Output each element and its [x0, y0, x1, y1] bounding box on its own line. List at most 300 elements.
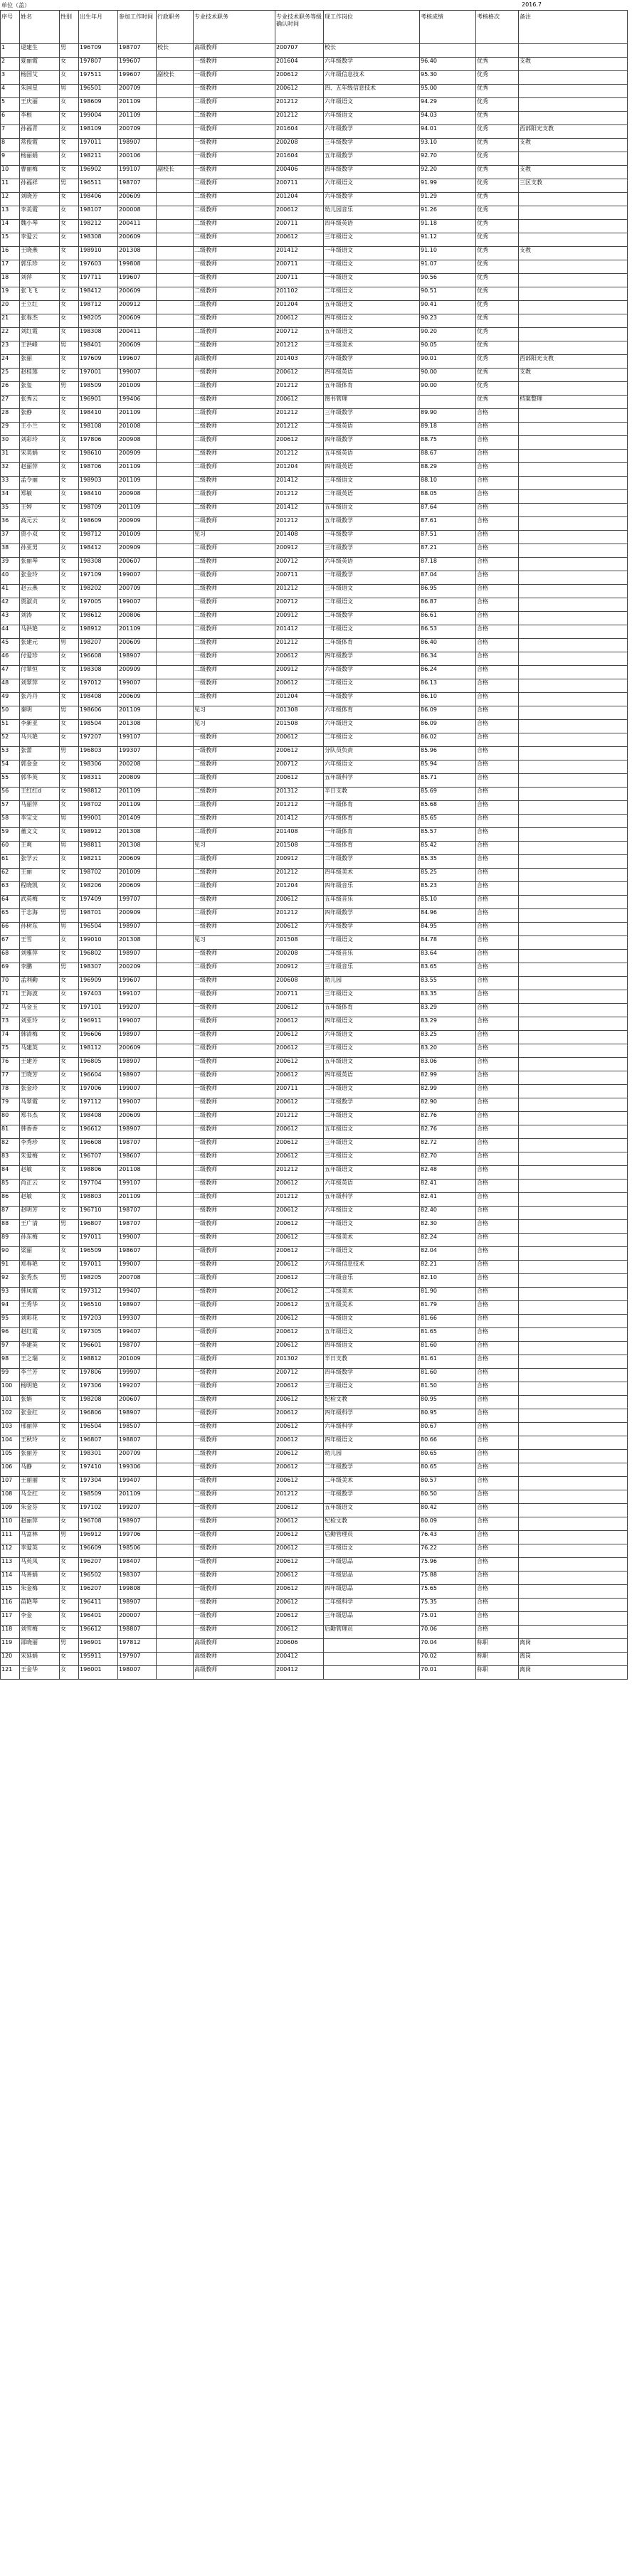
cell-position: 六年级语文 [324, 179, 420, 193]
cell-birth: 198205 [79, 1274, 118, 1288]
cell-index: 40 [1, 571, 20, 585]
cell-position: 校长 [324, 44, 420, 58]
cell-work-start: 198907 [118, 1409, 157, 1423]
cell-title: 一级教师 [194, 1328, 275, 1342]
cell-score: 95.30 [420, 71, 476, 85]
cell-birth: 196510 [79, 1301, 118, 1315]
cell-title: 二级教师 [194, 112, 275, 125]
cell-name: 赵丽萍 [20, 1517, 60, 1531]
cell-grade: 合格 [476, 1098, 519, 1112]
cell-note [519, 625, 628, 639]
cell-admin-post [157, 774, 194, 788]
cell-birth: 198107 [79, 206, 118, 220]
cell-position: 二年级语文 [324, 679, 420, 693]
cell-work-start: 201109 [118, 1490, 157, 1504]
table-row [1, 490, 628, 504]
cell-title: 二级教师 [194, 625, 275, 639]
cell-birth: 197203 [79, 1315, 118, 1328]
cell-birth: 198308 [79, 558, 118, 571]
cell-title-date: 200612 [275, 1301, 324, 1315]
cell-work-start: 201009 [118, 1355, 157, 1369]
cell-note [519, 112, 628, 125]
cell-title-date: 201302 [275, 1355, 324, 1369]
report-date: 2016.7 [522, 1, 542, 8]
table-row [1, 1220, 628, 1234]
cell-title: 高级教师 [194, 44, 275, 58]
cell-gender: 女 [60, 855, 79, 869]
cell-gender: 女 [60, 58, 79, 71]
table-row [1, 85, 628, 98]
cell-title-date: 200712 [275, 760, 324, 774]
cell-note [519, 1301, 628, 1315]
cell-title-date: 201212 [275, 517, 324, 531]
cell-title-date: 200612 [275, 1571, 324, 1585]
cell-note: 三区支教 [519, 179, 628, 193]
cell-admin-post [157, 1571, 194, 1585]
cell-note [519, 1274, 628, 1288]
cell-birth: 197102 [79, 1504, 118, 1517]
table-row [1, 328, 628, 341]
cell-note [519, 936, 628, 950]
cell-note [519, 1098, 628, 1112]
cell-score: 85.10 [420, 896, 476, 909]
cell-title-date: 200612 [275, 1315, 324, 1328]
cell-admin-post [157, 328, 194, 341]
cell-position: 四年级音乐 [324, 882, 420, 896]
cell-name: 王丽丽 [20, 1477, 60, 1490]
cell-name: 张蕾 [20, 747, 60, 760]
cell-grade: 合格 [476, 747, 519, 760]
cell-score: 82.76 [420, 1125, 476, 1139]
cell-work-start: 200609 [118, 639, 157, 652]
cell-admin-post [157, 1098, 194, 1112]
cell-note [519, 1112, 628, 1125]
cell-work-start: 200909 [118, 909, 157, 923]
cell-title: 一级教师 [194, 85, 275, 98]
cell-grade: 优秀 [476, 247, 519, 260]
cell-score: 92.70 [420, 152, 476, 166]
cell-name: 马富林 [20, 1531, 60, 1544]
cell-score: 86.95 [420, 585, 476, 598]
table-row [1, 71, 628, 85]
cell-score: 91.12 [420, 233, 476, 247]
cell-score: 96.40 [420, 58, 476, 71]
cell-position: 一年级数学 [324, 693, 420, 706]
cell-name: 郭华英 [20, 774, 60, 788]
cell-note [519, 639, 628, 652]
cell-gender: 女 [60, 869, 79, 882]
cell-birth: 198712 [79, 531, 118, 544]
cell-birth: 196601 [79, 1342, 118, 1355]
cell-birth: 198606 [79, 706, 118, 720]
cell-grade: 合格 [476, 1342, 519, 1355]
cell-gender: 女 [60, 1409, 79, 1423]
cell-birth: 197001 [79, 369, 118, 382]
cell-grade: 合格 [476, 1369, 519, 1382]
cell-note [519, 450, 628, 463]
cell-note [519, 571, 628, 585]
cell-title: 二级教师 [194, 179, 275, 193]
cell-position: 三年级数学 [324, 139, 420, 152]
cell-title-date: 200412 [275, 1666, 324, 1680]
cell-grade: 优秀 [476, 260, 519, 274]
cell-grade: 合格 [476, 882, 519, 896]
cell-position: 幼儿园 [324, 977, 420, 990]
cell-birth: 196807 [79, 1220, 118, 1234]
cell-title: 一级教师 [194, 1139, 275, 1152]
cell-position: 二年级体育 [324, 639, 420, 652]
cell-admin-post [157, 436, 194, 450]
table-row [1, 1071, 628, 1085]
cell-position: 六年级语文 [324, 1031, 420, 1044]
cell-index: 35 [1, 504, 20, 517]
cell-position: 四年级语文 [324, 1436, 420, 1450]
cell-index: 63 [1, 882, 20, 896]
cell-score: 91.07 [420, 260, 476, 274]
cell-admin-post [157, 179, 194, 193]
cell-work-start: 201109 [118, 801, 157, 815]
cell-score: 91.99 [420, 179, 476, 193]
cell-position: 四年级英语 [324, 369, 420, 382]
cell-position: 二年级语文 [324, 733, 420, 747]
cell-score: 90.01 [420, 355, 476, 369]
cell-admin-post [157, 639, 194, 652]
cell-title-date: 200612 [275, 1247, 324, 1261]
cell-work-start: 198907 [118, 1517, 157, 1531]
cell-title: 一级教师 [194, 1017, 275, 1031]
cell-gender: 男 [60, 179, 79, 193]
cell-position: 五年级体育 [324, 1004, 420, 1017]
cell-score [420, 396, 476, 409]
cell-grade: 合格 [476, 1612, 519, 1626]
cell-position: 二年级语文 [324, 287, 420, 301]
cell-admin-post [157, 341, 194, 355]
cell-title: 二级教师 [194, 1396, 275, 1409]
cell-title: 一级教师 [194, 1571, 275, 1585]
cell-admin-post [157, 1599, 194, 1612]
cell-title: 二级教师 [194, 774, 275, 788]
cell-score: 85.57 [420, 828, 476, 842]
cell-position: 一年级语文 [324, 625, 420, 639]
cell-title-date: 200707 [275, 44, 324, 58]
cell-work-start: 201308 [118, 842, 157, 855]
cell-name: 韩香香 [20, 1125, 60, 1139]
cell-title-date: 200612 [275, 1626, 324, 1639]
cell-grade: 合格 [476, 1207, 519, 1220]
cell-note [519, 855, 628, 869]
cell-title-date: 200612 [275, 206, 324, 220]
cell-score: 83.35 [420, 990, 476, 1004]
cell-birth: 198212 [79, 220, 118, 233]
cell-title: 一级教师 [194, 1004, 275, 1017]
cell-score: 88.05 [420, 490, 476, 504]
cell-gender: 女 [60, 355, 79, 369]
cell-work-start: 199007 [118, 1234, 157, 1247]
cell-name: 马丽萍 [20, 801, 60, 815]
cell-position: 五年级语文 [324, 1058, 420, 1071]
cell-name: 肖正云 [20, 1180, 60, 1193]
cell-index: 46 [1, 652, 20, 666]
cell-note [519, 679, 628, 693]
cell-grade: 优秀 [476, 112, 519, 125]
cell-title-date: 200612 [275, 1423, 324, 1436]
cell-index: 72 [1, 1004, 20, 1017]
cell-title-date: 201604 [275, 125, 324, 139]
cell-title-date: 201204 [275, 882, 324, 896]
cell-name: 王丽 [20, 869, 60, 882]
cell-score: 88.10 [420, 477, 476, 490]
cell-name: 赵丽萍 [20, 463, 60, 477]
cell-birth: 196608 [79, 652, 118, 666]
cell-admin-post [157, 1409, 194, 1423]
cell-index: 60 [1, 842, 20, 855]
cell-birth: 196411 [79, 1599, 118, 1612]
cell-admin-post [157, 1328, 194, 1342]
cell-index: 44 [1, 625, 20, 639]
cell-position: 六年级数学 [324, 193, 420, 206]
cell-note [519, 1558, 628, 1571]
col-header: 性别 [60, 11, 79, 44]
cell-index: 43 [1, 612, 20, 625]
cell-admin-post [157, 477, 194, 490]
cell-note [519, 423, 628, 436]
cell-admin-post [157, 1544, 194, 1558]
cell-title: 高级教师 [194, 355, 275, 369]
cell-index: 33 [1, 477, 20, 490]
cell-admin-post [157, 571, 194, 585]
cell-work-start: 198907 [118, 652, 157, 666]
cell-name: 刘萍 [20, 274, 60, 287]
cell-index: 25 [1, 369, 20, 382]
cell-grade: 合格 [476, 490, 519, 504]
cell-note: 西部阳光支教 [519, 125, 628, 139]
table-row [1, 1463, 628, 1477]
table-row [1, 1044, 628, 1058]
cell-gender: 男 [60, 639, 79, 652]
cell-title-date: 201212 [275, 98, 324, 112]
cell-title: 一级教师 [194, 274, 275, 287]
cell-gender: 女 [60, 314, 79, 328]
cell-work-start: 200609 [118, 855, 157, 869]
cell-name: 郭金金 [20, 760, 60, 774]
cell-note [519, 1612, 628, 1626]
cell-position: 幼儿园 [324, 1450, 420, 1463]
cell-title: 一级教师 [194, 1599, 275, 1612]
cell-gender: 女 [60, 1031, 79, 1044]
table-row [1, 896, 628, 909]
cell-admin-post [157, 679, 194, 693]
cell-work-start: 197812 [118, 1639, 157, 1653]
cell-score: 85.35 [420, 855, 476, 869]
cell-birth: 196912 [79, 1531, 118, 1544]
cell-name: 张玺 [20, 382, 60, 396]
cell-gender: 女 [60, 1490, 79, 1504]
cell-birth: 197704 [79, 1180, 118, 1193]
cell-gender: 女 [60, 1517, 79, 1531]
cell-birth: 198803 [79, 1193, 118, 1207]
table-row [1, 760, 628, 774]
cell-birth: 197306 [79, 1382, 118, 1396]
cell-title: 二级教师 [194, 423, 275, 436]
cell-grade: 合格 [476, 1436, 519, 1450]
cell-note [519, 220, 628, 233]
cell-score: 87.04 [420, 571, 476, 585]
cell-index: 5 [1, 98, 20, 112]
cell-name: 王之瑞 [20, 1355, 60, 1369]
cell-position: 半日支教 [324, 788, 420, 801]
cell-work-start: 199406 [118, 396, 157, 409]
cell-note [519, 990, 628, 1004]
cell-index: 2 [1, 58, 20, 71]
cell-title-date: 201412 [275, 247, 324, 260]
cell-gender: 女 [60, 720, 79, 733]
cell-name: 赵红霞 [20, 1328, 60, 1342]
cell-admin-post [157, 977, 194, 990]
cell-note [519, 206, 628, 220]
cell-birth: 198308 [79, 328, 118, 341]
table-row [1, 112, 628, 125]
table-row [1, 1234, 628, 1247]
cell-gender: 女 [60, 625, 79, 639]
cell-title-date: 201403 [275, 355, 324, 369]
cell-title: 见习 [194, 720, 275, 733]
cell-grade: 合格 [476, 1261, 519, 1274]
cell-name: 李金 [20, 1612, 60, 1626]
cell-note [519, 1396, 628, 1409]
cell-title: 二级教师 [194, 815, 275, 828]
cell-title-date: 200612 [275, 1071, 324, 1085]
cell-gender: 女 [60, 125, 79, 139]
cell-position [324, 1666, 420, 1680]
cell-index: 6 [1, 112, 20, 125]
cell-admin-post [157, 1044, 194, 1058]
cell-title-date: 200612 [275, 1599, 324, 1612]
cell-title-date: 200612 [275, 1004, 324, 1017]
table-row [1, 909, 628, 923]
cell-gender: 女 [60, 1234, 79, 1247]
cell-position: 六年级语文 [324, 720, 420, 733]
cell-gender: 女 [60, 531, 79, 544]
cell-index: 10 [1, 166, 20, 179]
cell-index: 42 [1, 598, 20, 612]
cell-title-date: 200711 [275, 1085, 324, 1098]
cell-name: 李鹏 [20, 963, 60, 977]
cell-note [519, 706, 628, 720]
cell-work-start: 201108 [118, 1166, 157, 1180]
cell-gender: 女 [60, 1261, 79, 1274]
cell-title-date: 201212 [275, 1112, 324, 1125]
cell-position: 五年级美术 [324, 1301, 420, 1315]
cell-work-start: 199307 [118, 747, 157, 760]
cell-index: 70 [1, 977, 20, 990]
cell-gender: 女 [60, 139, 79, 152]
cell-admin-post [157, 396, 194, 409]
cell-score: 75.96 [420, 1558, 476, 1571]
table-row [1, 625, 628, 639]
cell-gender: 女 [60, 1423, 79, 1436]
cell-score: 83.55 [420, 977, 476, 990]
cell-name: 孙亚男 [20, 544, 60, 558]
cell-score: 82.10 [420, 1274, 476, 1288]
cell-birth: 197305 [79, 1328, 118, 1342]
cell-score: 80.95 [420, 1396, 476, 1409]
cell-title-date: 200612 [275, 1139, 324, 1152]
cell-birth: 198307 [79, 963, 118, 977]
cell-name: 赵敏 [20, 1193, 60, 1207]
cell-admin-post [157, 112, 194, 125]
cell-score: 83.29 [420, 1017, 476, 1031]
cell-admin-post [157, 1450, 194, 1463]
cell-grade: 合格 [476, 1315, 519, 1328]
cell-name: 郑春艳 [20, 1261, 60, 1274]
cell-work-start: 198907 [118, 1031, 157, 1044]
cell-title: 一级教师 [194, 1517, 275, 1531]
table-row [1, 1288, 628, 1301]
cell-gender: 男 [60, 706, 79, 720]
cell-work-start: 201409 [118, 815, 157, 828]
cell-work-start: 200809 [118, 774, 157, 788]
cell-work-start: 199607 [118, 58, 157, 71]
cell-note [519, 463, 628, 477]
cell-title-date: 200606 [275, 1639, 324, 1653]
cell-gender: 女 [60, 1653, 79, 1666]
cell-birth: 198811 [79, 842, 118, 855]
cell-name: 孟令丽 [20, 477, 60, 490]
cell-name: 高元云 [20, 517, 60, 531]
cell-index: 29 [1, 423, 20, 436]
cell-position: 分队员负责 [324, 747, 420, 760]
cell-index: 53 [1, 747, 20, 760]
cell-title-date: 201412 [275, 477, 324, 490]
cell-admin-post [157, 1517, 194, 1531]
cell-score: 86.61 [420, 612, 476, 625]
cell-admin-post [157, 1152, 194, 1166]
cell-title: 一级教师 [194, 1220, 275, 1234]
cell-title: 一级教师 [194, 1558, 275, 1571]
cell-note [519, 774, 628, 788]
cell-admin-post [157, 1004, 194, 1017]
cell-admin-post [157, 233, 194, 247]
cell-index: 7 [1, 125, 20, 139]
cell-score: 82.99 [420, 1071, 476, 1085]
cell-work-start: 199007 [118, 1017, 157, 1031]
cell-gender: 女 [60, 1342, 79, 1355]
cell-title-date: 201102 [275, 287, 324, 301]
report-header [0, 0, 632, 10]
cell-work-start: 199007 [118, 571, 157, 585]
cell-index: 62 [1, 869, 20, 882]
cell-admin-post: 副校长 [157, 71, 194, 85]
cell-grade: 合格 [476, 1450, 519, 1463]
cell-position: 五年级英语 [324, 450, 420, 463]
cell-note: 支教 [519, 369, 628, 382]
cell-grade: 优秀 [476, 369, 519, 382]
cell-name: 王秀华 [20, 1301, 60, 1315]
cell-note [519, 1626, 628, 1639]
cell-gender: 女 [60, 274, 79, 287]
cell-grade: 合格 [476, 1193, 519, 1207]
cell-gender: 女 [60, 1301, 79, 1315]
cell-score: 76.22 [420, 1544, 476, 1558]
cell-index: 16 [1, 247, 20, 260]
cell-title-date: 200612 [275, 314, 324, 328]
cell-title-date: 200612 [275, 1463, 324, 1477]
cell-score: 85.69 [420, 788, 476, 801]
cell-name: 苗艳琴 [20, 1599, 60, 1612]
cell-admin-post [157, 125, 194, 139]
cell-name: 王雪 [20, 936, 60, 950]
cell-note [519, 1544, 628, 1558]
